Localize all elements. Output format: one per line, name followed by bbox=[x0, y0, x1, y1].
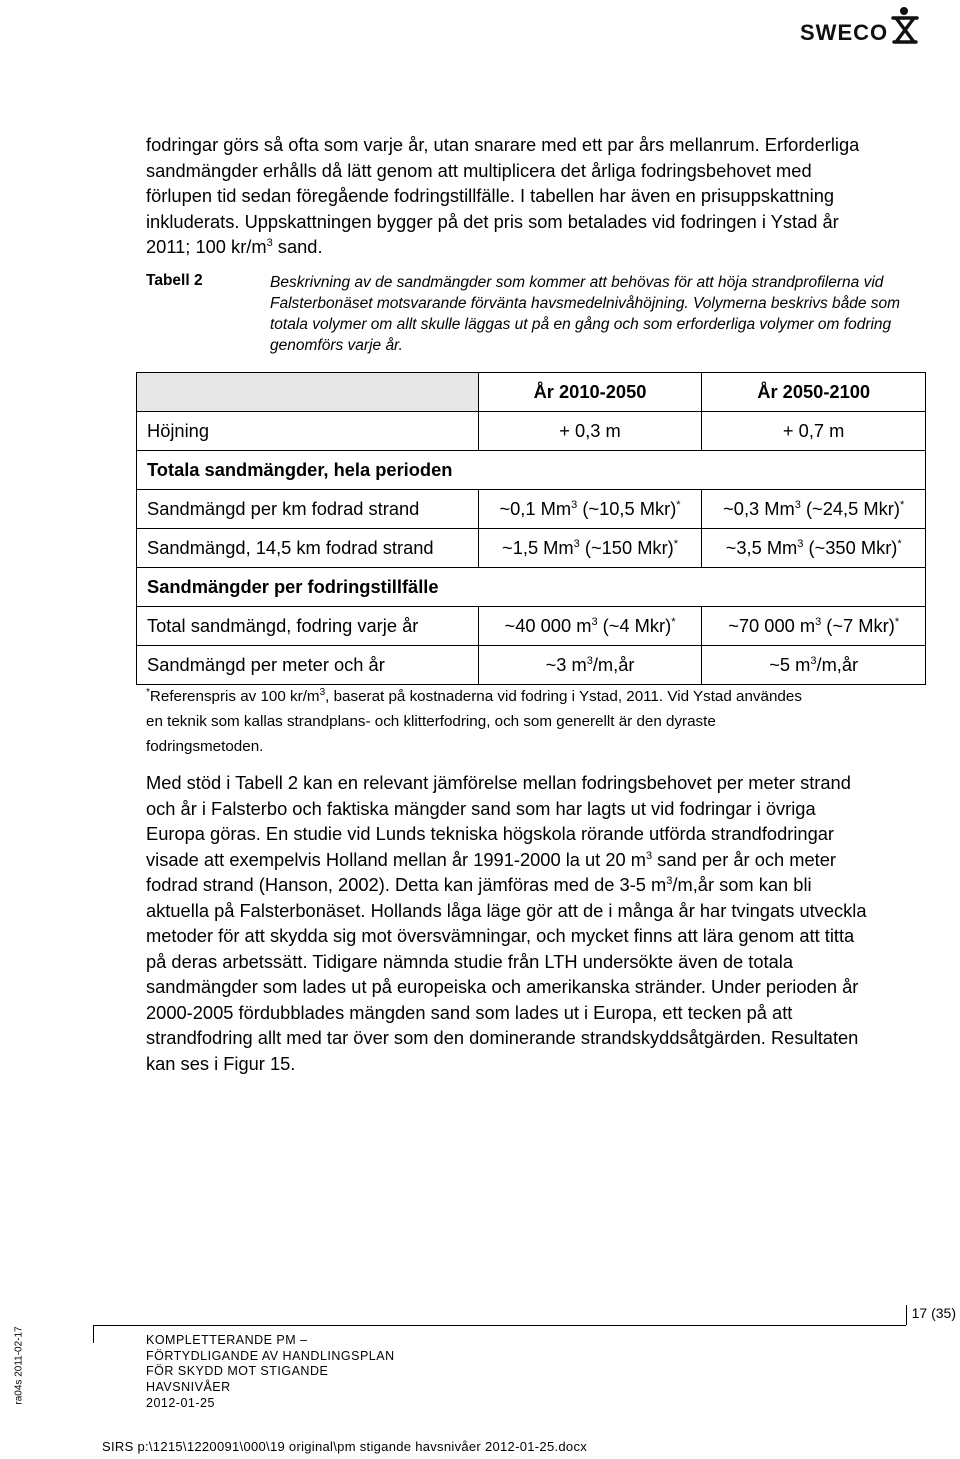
intro-paragraph: fodringar görs så ofta som varje år, utan snarare med ett par års mellanrum. Erforderliga sandmängder erhålls då lätt genom att multiplicera det årliga fodringsbehovet med förlupen tid sedan föregående fodringstillfälle. I tabellen har även en prisuppskattning inkluderats. Uppskattningen bygger på det pris som betalades vid fodringen i Ystad år 2011; 100 $kr/m^3$ sand. bbox=[146, 134, 860, 257]
cell-value: ~0,3 Mm$^3$ (~24,5 Mkr)* bbox=[702, 490, 926, 529]
section-row bbox=[137, 451, 926, 490]
body-paragraph: Med stöd i Tabell 2 kan en relevant jämförelse mellan fodringsbehovet per meter strand och år i Falsterbo och faktiska mängder sand som har lagts ut vid fodringar i övriga Europa göras. En studie vid Lunds tekniska högskola rörande utförda strandfodringar visade att exempelvis Holland mellan år 1991-2000 la ut 20 $m^3$ sand per år och meter fodrad strand (Hanson, 2002). Detta kan jämföras med de 3-5 $m^3/m,år$ som kan bli aktuella på Falsterbonäset. Hollands låga läge gör att de i många år har tvingats utveckla metoder för att skydda sig mot översvämningar, och mycket finns att lära genom att titta på deras arbetssätt. Tidigare nämnda studie från LTH undersökte även de totala sandmängder som lades ut på europeiska och amerikanska stränder. Under perioden år 2000-2005 fördubblades mängden sand som lades ut i Europa, ett tecken på att strandfodring allt med tar över som den dominerande strandskyddsåtgärden. Resultaten kan ses i Figur 15. bbox=[146, 772, 867, 1074]
footer-file-path: SIRS p:\1215\1220091\000\19 original\pm stigande havsnivåer 2012-01-25.docx bbox=[102, 1439, 588, 1454]
table-row bbox=[137, 646, 926, 685]
row-label: Sandmängd, 14,5 km fodrad strand bbox=[137, 529, 479, 568]
section-heading: Totala sandmängder, hela perioden bbox=[137, 451, 479, 490]
row-label: Sandmängd per km fodrad strand bbox=[137, 490, 479, 529]
cell-value: + 0,3 m bbox=[478, 412, 702, 451]
table-row bbox=[137, 529, 926, 568]
cell-value: ~70 000 $m^3$ (~7 Mkr)* bbox=[702, 607, 926, 646]
footer-document-info: KOMPLETTERANDE PM – FÖRTYDLIGANDE AV HANDLINGSPLAN FÖR SKYDD MOT STIGANDE HAVSNIVÅER 2012-01-25 bbox=[146, 1333, 395, 1410]
footer-rule-tick bbox=[906, 1305, 907, 1325]
footer-rule bbox=[93, 1325, 906, 1326]
cell-value: + 0,7 m bbox=[702, 412, 926, 451]
logo-text: SWECO bbox=[800, 20, 889, 45]
section-row bbox=[137, 568, 926, 607]
row-label: Sandmängd per meter och år bbox=[137, 646, 479, 685]
sweco-logo bbox=[800, 6, 920, 46]
table-row bbox=[137, 490, 926, 529]
cell-value: ~40 000 $m^3$ (~4 Mkr)* bbox=[478, 607, 702, 646]
table-row bbox=[137, 412, 926, 451]
cell-value: ~3 $m^3/m,år$ bbox=[478, 646, 702, 685]
table-caption-label: Tabell 2 bbox=[146, 272, 203, 289]
side-template-code: ra04s 2011-02-17 bbox=[13, 1326, 25, 1405]
col-header-2010-2050: År 2010-2050 bbox=[478, 373, 702, 412]
cell-value: ~0,1 Mm$^3$ (~10,5 Mkr)* bbox=[478, 490, 702, 529]
cell-value: ~1,5 Mm$^3$ (~150 Mkr)* bbox=[478, 529, 702, 568]
section-heading: Sandmängder per fodringstillfälle bbox=[137, 568, 479, 607]
row-label: Höjning bbox=[137, 412, 479, 451]
cell-value: ~5 $m^3/m,år$ bbox=[702, 646, 926, 685]
cell-value: ~3,5 Mm$^3$ (~350 Mkr)* bbox=[702, 529, 926, 568]
page-number: 17 (35) bbox=[911, 1305, 956, 1321]
table-corner-cell bbox=[137, 373, 479, 412]
sweco-figure-icon bbox=[890, 6, 920, 46]
table-caption-text: Beskrivning av de sandmängder som kommer att behövas för att höja strandprofilerna vid Falsterbonäset motsvarande förvänta havsmedelnivåhöjning. Volymerna beskrivs både som totala volymer om allt skulle läggas ut på en gång och som erforderliga volymer om fodring genomförs varje år. bbox=[270, 274, 901, 354]
row-label: Total sandmängd, fodring varje år bbox=[137, 607, 479, 646]
col-header-2050-2100: År 2050-2100 bbox=[702, 373, 926, 412]
table-header-row bbox=[137, 373, 926, 412]
sand-volume-table bbox=[136, 372, 926, 685]
table-row bbox=[137, 607, 926, 646]
footer-rule-tick-left bbox=[93, 1325, 94, 1343]
table-footnote: *Referenspris av 100 $kr/m^3$, baserat på kostnaderna vid fodring i Ystad, 2011. Vid Ystad användes en teknik som kallas strandplans- och klitterfodring, och som generellt är den dyraste fodringsmetoden. bbox=[146, 686, 802, 755]
